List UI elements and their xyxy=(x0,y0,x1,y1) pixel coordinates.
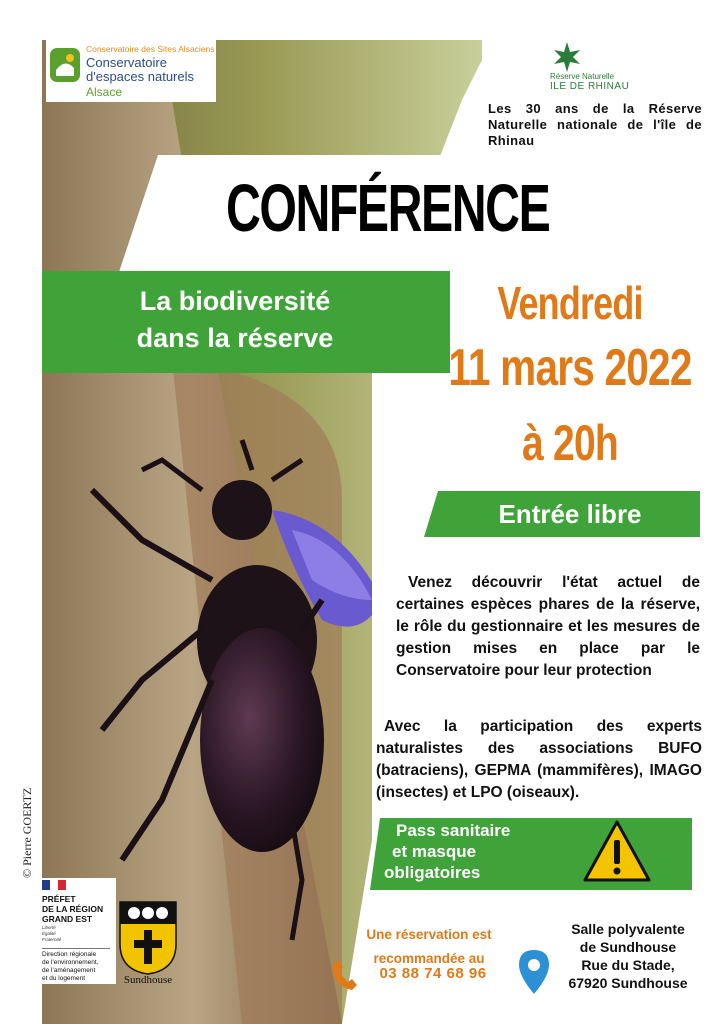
warning-icon xyxy=(583,820,651,882)
experts-paragraph: Avec la participation des experts naturalistes des associations BUFO (batraciens), GEPMA (mammifères), IMAGO (insectes) et LPO (oiseaux). xyxy=(376,718,702,801)
notice-text xyxy=(378,820,538,883)
date-day: Vendredi xyxy=(497,277,643,329)
subject-line1: La biodiversité xyxy=(139,286,331,316)
reserve-logo xyxy=(548,42,638,92)
cen-logo-line2: Conservatoire xyxy=(86,55,167,70)
prefet-motto2: Égalité xyxy=(42,931,56,936)
prefet-divider xyxy=(42,948,110,949)
venue-address xyxy=(546,920,710,992)
prefet-direction xyxy=(42,951,116,983)
reservation-text xyxy=(338,923,520,971)
prefet-line1: PRÉFET xyxy=(42,894,76,904)
prefet-dir3: de l'aménagement xyxy=(42,967,96,974)
reserve-logo-line1: Réserve Naturelle xyxy=(550,72,615,81)
sundhouse-label: Sundhouse xyxy=(123,974,173,986)
marianne-flag-icon xyxy=(42,880,66,890)
prefet-dir4: et du logement xyxy=(42,975,86,982)
reservation-line1: Une réservation est xyxy=(366,927,492,942)
cen-logo xyxy=(46,40,216,102)
cen-logo-line1: Conservatoire des Sites Alsaciens xyxy=(86,44,215,54)
phone-number[interactable]: 03 88 74 68 96 xyxy=(379,965,487,982)
prefet-line2: DE LA RÉGION xyxy=(42,904,104,914)
anniversary-text: Les 30 ans de la Réserve Naturelle nationale de l'île de Rhinau xyxy=(488,101,702,148)
venue-line4: 67920 Sundhouse xyxy=(568,975,688,991)
event-subject xyxy=(60,283,410,357)
reservation-line2: recommandée au xyxy=(373,951,485,966)
prefet-dir2: de l'environnement, xyxy=(42,959,99,966)
prefet-motto3: Fraternité xyxy=(42,937,62,942)
location-pin-icon xyxy=(519,950,549,996)
prefet-line3: GRAND EST xyxy=(42,914,93,924)
entry-label: Entrée libre xyxy=(498,499,642,529)
reserve-logo-line2: ILE DE RHINAU xyxy=(550,81,630,92)
subject-line2: dans la réserve xyxy=(136,323,334,353)
prefet-title xyxy=(42,894,103,924)
description-paragraph: Venez découvrir l'état actuel de certaines espèces phares de la réserve, le rôle du gestionnaire et les mesures de gestion mises en place par le Conservatoire pour leur protection xyxy=(396,574,700,679)
notice-line2: et masque xyxy=(392,842,477,861)
prefet-logo xyxy=(40,878,116,984)
prefet-motto1: Liberté xyxy=(42,925,56,930)
venue-line3: Rue du Stade, xyxy=(581,957,675,973)
prefet-dir1: Direction régionale xyxy=(42,951,97,958)
event-title: CONFÉRENCE xyxy=(226,171,550,246)
venue-line2: de Sundhouse xyxy=(579,939,677,955)
date-date: 11 mars 2022 xyxy=(448,339,692,397)
date-time: à 20h xyxy=(522,415,618,471)
prefet-motto xyxy=(42,925,61,943)
cen-logo-line3: d'espaces naturels xyxy=(86,69,194,84)
notice-line3: obligatoires xyxy=(384,863,481,882)
phone-icon xyxy=(330,958,358,992)
reserve-star-icon xyxy=(552,42,582,72)
cen-logo-line4: Alsace xyxy=(86,85,123,99)
notice-line1: Pass sanitaire xyxy=(396,821,511,840)
photo-credit: © Pierre GOERTZ xyxy=(20,787,34,878)
venue-line1: Salle polyvalente xyxy=(571,921,685,937)
cen-logo-icon xyxy=(50,48,80,82)
